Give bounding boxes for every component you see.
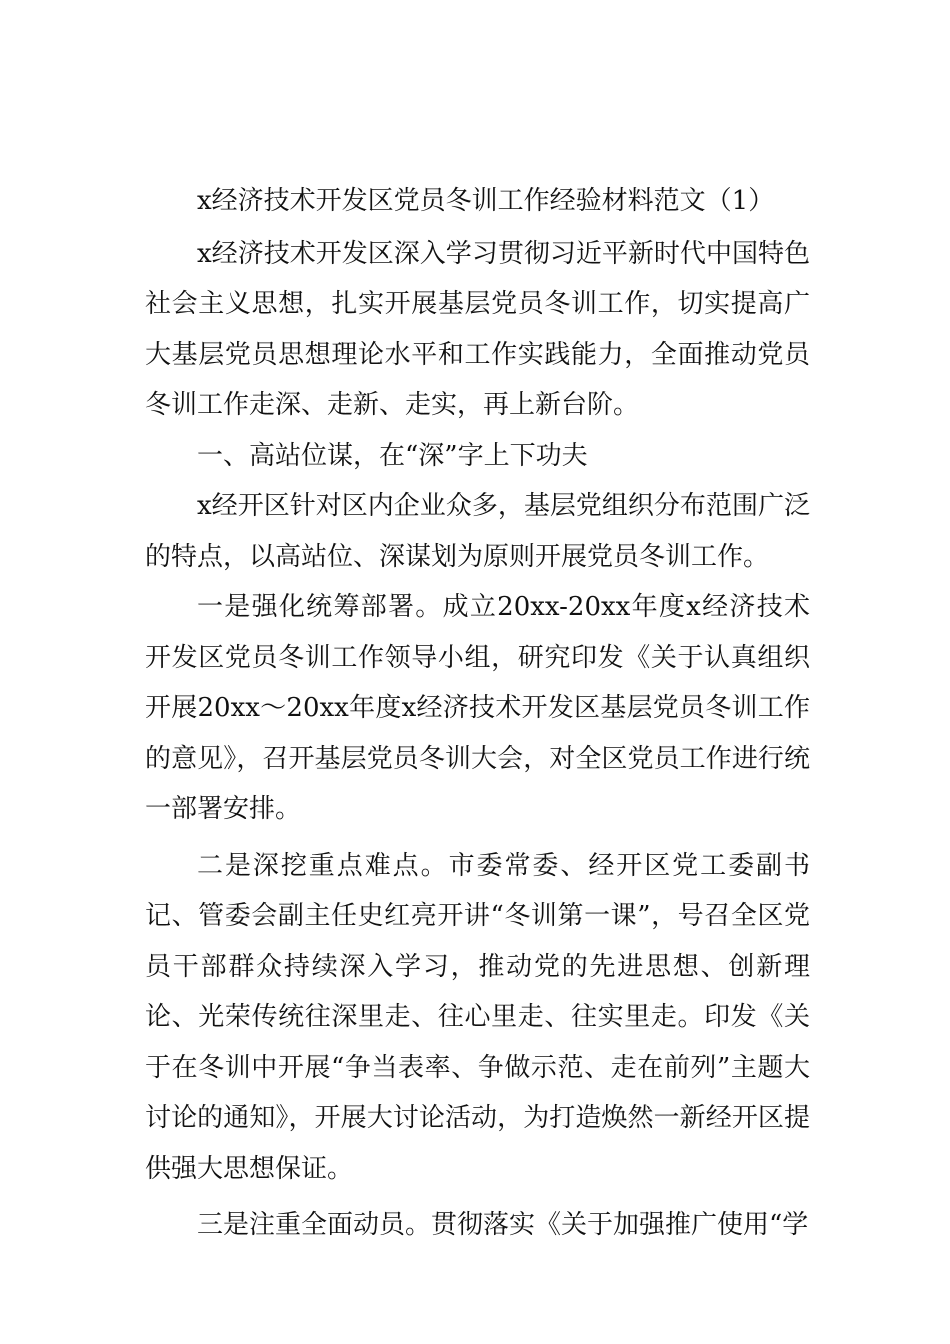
- paragraph-point-2: 二是深挖重点难点。市委常委、经开区党工委副书记、管委会副主任史红亮开讲“冬训第一课”，号召全区党员干部群众持续深入学习，推动党的先进思想、创新理论、光荣传统往深里走、往心里走、往实里走。印发《关于在冬训中开展“争当表率、争做示范、走在前列”主题大讨论的通知》，开展大讨论活动，为打造焕然一新经开区提供强大思想保证。: [145, 850, 810, 1184]
- paragraph-intro: x经济技术开发区深入学习贯彻习近平新时代中国特色社会主义思想，扎实开展基层党员冬训工作，切实提高广大基层党员思想理论水平和工作实践能力，全面推动党员冬训工作走深、走新、走实，再上新台阶。: [145, 238, 810, 420]
- paragraph-point-1: 一是强化统筹部署。成立20xx-20xx年度x经济技术开发区党员冬训工作领导小组，研究印发《关于认真组织开展20xx～20xx年度x经济技术开发区基层党员冬训工作的意见》，召开基层党员冬训大会，对全区党员工作进行统一部署安排。: [145, 592, 810, 824]
- document-title: x经济技术开发区党员冬训工作经验材料范文（1）: [197, 186, 775, 216]
- paragraph-point-3: 三是注重全面动员。贯彻落实《关于加强推广使用“学: [197, 1210, 809, 1240]
- section-heading-1: 一、高站位谋，在“深”字上下功夫: [197, 440, 588, 471]
- document-body: [145, 176, 810, 1251]
- paragraph-section-1-intro: x经开区针对区内企业众多，基层党组织分布范围广泛的特点，以高站位、深谋划为原则开展党员冬训工作。: [145, 491, 810, 572]
